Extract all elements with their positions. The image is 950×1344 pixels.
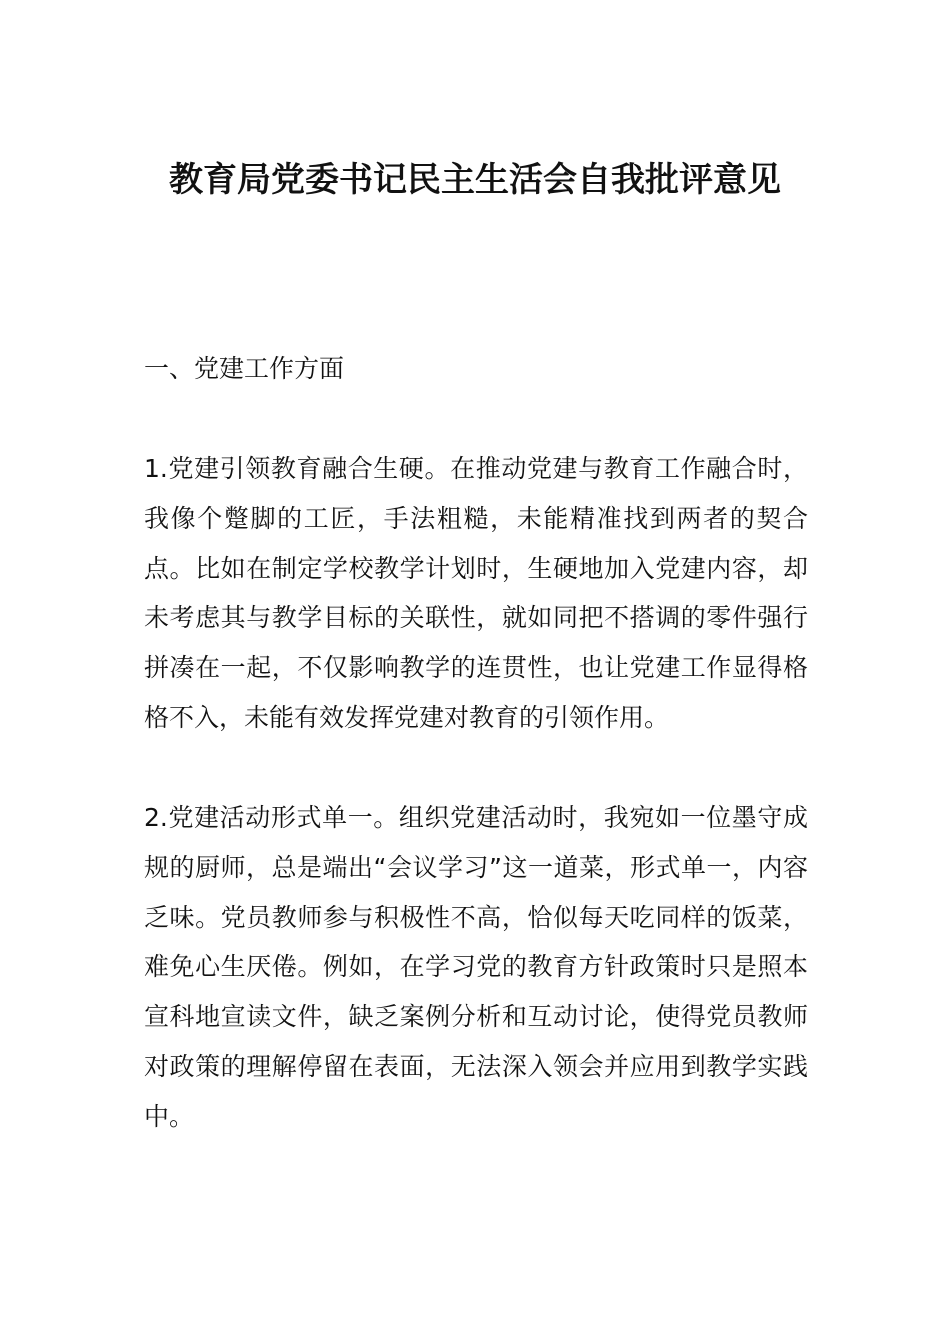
paragraph-2: 2.党建活动形式单一。组织党建活动时，我宛如一位墨守成规的厨师，总是端出“会议学习”这一道菜，形式单一，内容乏味。党员教师参与积极性不高，恰似每天吃同样的饭菜，难免心生厌倦。例如，在学习党的教育方针政策时只是照本宣科地宣读文件，缺乏案例分析和互动讨论，使得党员教师对政策的理解停留在表面，无法深入领会并应用到教学实践中。	[144, 803, 808, 1131]
document-title: 教育局党委书记民主生活会自我批评意见	[169, 160, 781, 200]
paragraph-1: 1.党建引领教育融合生硬。在推动党建与教育工作融合时，我像个蹩脚的工匠，手法粗糙，未能精准找到两者的契合点。比如在制定学校教学计划时，生硬地加入党建内容，却未考虑其与教学目标的关联性，就如同把不搭调的零件强行拼凑在一起，不仅影响教学的连贯性，也让党建工作显得格格不入，未能有效发挥党建对教育的引领作用。	[144, 454, 808, 732]
section-heading: 一、党建工作方面	[144, 354, 345, 383]
